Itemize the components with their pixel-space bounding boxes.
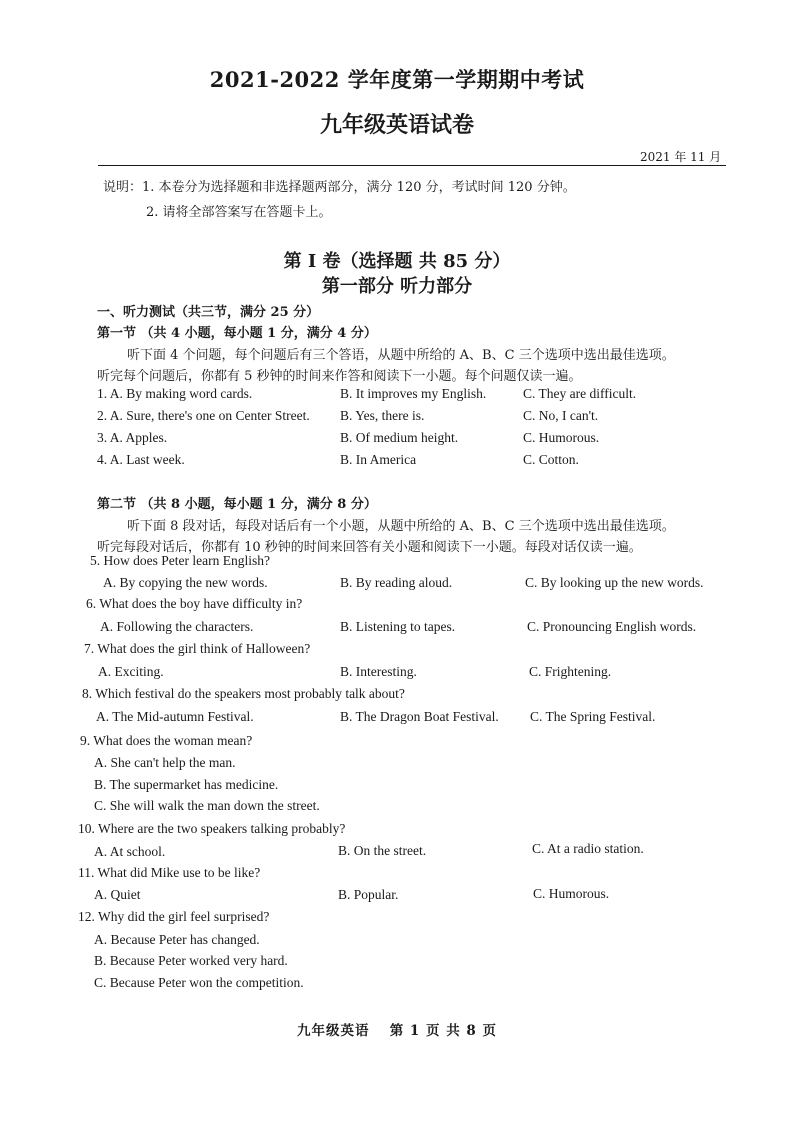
q2-option-b: B. Yes, there is. (340, 408, 425, 423)
q6-option-b: B. Listening to tapes. (340, 619, 456, 634)
q7-option-c: C. Frightening. (529, 664, 612, 679)
section1-heading: 第一节 （共 4 小题，每小题 1 分，满分 4 分） (97, 326, 377, 341)
q12-option-c: C. Because Peter won the competition. (94, 975, 304, 990)
q3-option-b: B. Of medium height. (340, 430, 459, 445)
section2-instruction-2: 听完每段对话后，你都有 10 秒钟的时间来回答有关小题和阅读下一小题。每段对话仅读一遍。 (97, 540, 642, 555)
q11-question: 11. What did Mike use to be like? (78, 865, 261, 880)
q9-option-c: C. She will walk the man down the street. (94, 798, 320, 813)
q11-option-b: B. Popular. (338, 887, 399, 902)
q5-option-b: B. By reading aloud. (340, 575, 453, 590)
q4-option-c: C. Cotton. (523, 452, 579, 467)
q9-option-b: B. The supermarket has medicine. (94, 777, 279, 792)
q2-option-a: 2. A. Sure, there's one on Center Street. (97, 408, 310, 423)
q9-option-a: A. She can't help the man. (94, 755, 236, 770)
q5-option-c: C. By looking up the new words. (525, 575, 704, 590)
q10-option-a: A. At school. (94, 844, 166, 859)
q8-question: 8. Which festival do the speakers most probably talk about? (82, 686, 405, 701)
q9-question: 9. What does the woman mean? (80, 733, 253, 748)
q5-option-a: A. By copying the new words. (103, 575, 268, 590)
q12-option-b: B. Because Peter worked very hard. (94, 953, 288, 968)
page-footer: 九年级英语 第 1 页 共 8 页 (297, 1023, 497, 1039)
section1-instruction-2: 听完每个问题后，你都有 5 秒钟的时间来作答和阅读下一小题。每个问题仅读一遍。 (97, 369, 582, 384)
q12-question: 12. Why did the girl feel surprised? (78, 909, 270, 924)
header-divider (98, 165, 726, 166)
q6-option-c: C. Pronouncing English words. (527, 619, 697, 634)
q3-option-c: C. Humorous. (523, 430, 600, 445)
q6-option-a: A. Following the characters. (100, 619, 254, 634)
q10-question: 10. Where are the two speakers talking probably? (78, 821, 346, 836)
q1-option-c: C. They are difficult. (523, 386, 637, 401)
q8-option-c: C. The Spring Festival. (530, 709, 656, 724)
part-title: 第一部分 听力部分 (321, 276, 473, 297)
listening-heading: 一、听力测试（共三节，满分 25 分） (97, 305, 320, 320)
q10-option-c: C. At a radio station. (532, 841, 644, 856)
exam-subtitle: 九年级英语试卷 (319, 112, 474, 138)
section2-heading: 第二节 （共 8 小题，每小题 1 分，满分 8 分） (97, 497, 377, 512)
q7-option-a: A. Exciting. (98, 664, 164, 679)
q1-option-a: 1. A. By making word cards. (97, 386, 253, 401)
q6-question: 6. What does the boy have difficulty in? (86, 596, 303, 611)
note-line-1: 说明：1. 本卷分为选择题和非选择题两部分，满分 120 分，考试时间 120 分钟。 (103, 180, 576, 195)
section2-instruction-1: 听下面 8 段对话，每段对话后有一个小题，从题中所给的 A、B、C 三个选项中选出最佳选项。 (127, 519, 675, 534)
q7-question: 7. What does the girl think of Halloween? (84, 641, 311, 656)
q8-option-a: A. The Mid-autumn Festival. (96, 709, 254, 724)
q10-option-b: B. On the street. (338, 843, 427, 858)
q5-question: 5. How does Peter learn English? (90, 553, 270, 568)
q8-option-b: B. The Dragon Boat Festival. (340, 709, 499, 724)
q7-option-b: B. Interesting. (340, 664, 417, 679)
section1-instruction-1: 听下面 4 个问题，每个问题后有三个答语，从题中所给的 A、B、C 三个选项中选出最佳选项。 (127, 348, 675, 363)
exam-title: 2021-2022 学年度第一学期期中考试 (209, 67, 585, 92)
q2-option-c: C. No, I can't. (523, 408, 599, 423)
q4-option-a: 4. A. Last week. (97, 452, 185, 467)
q11-option-c: C. Humorous. (533, 886, 610, 901)
q3-option-a: 3. A. Apples. (97, 430, 168, 445)
volume-title: 第 I 卷（选择题 共 85 分） (283, 251, 511, 272)
exam-date: 2021 年 11 月 (640, 150, 722, 164)
q4-option-b: B. In America (340, 452, 417, 467)
q12-option-a: A. Because Peter has changed. (94, 932, 260, 947)
q1-option-b: B. It improves my English. (340, 386, 487, 401)
note-line-2: 2. 请将全部答案写在答题卡上。 (146, 205, 332, 220)
q11-option-a: A. Quiet (94, 887, 141, 902)
